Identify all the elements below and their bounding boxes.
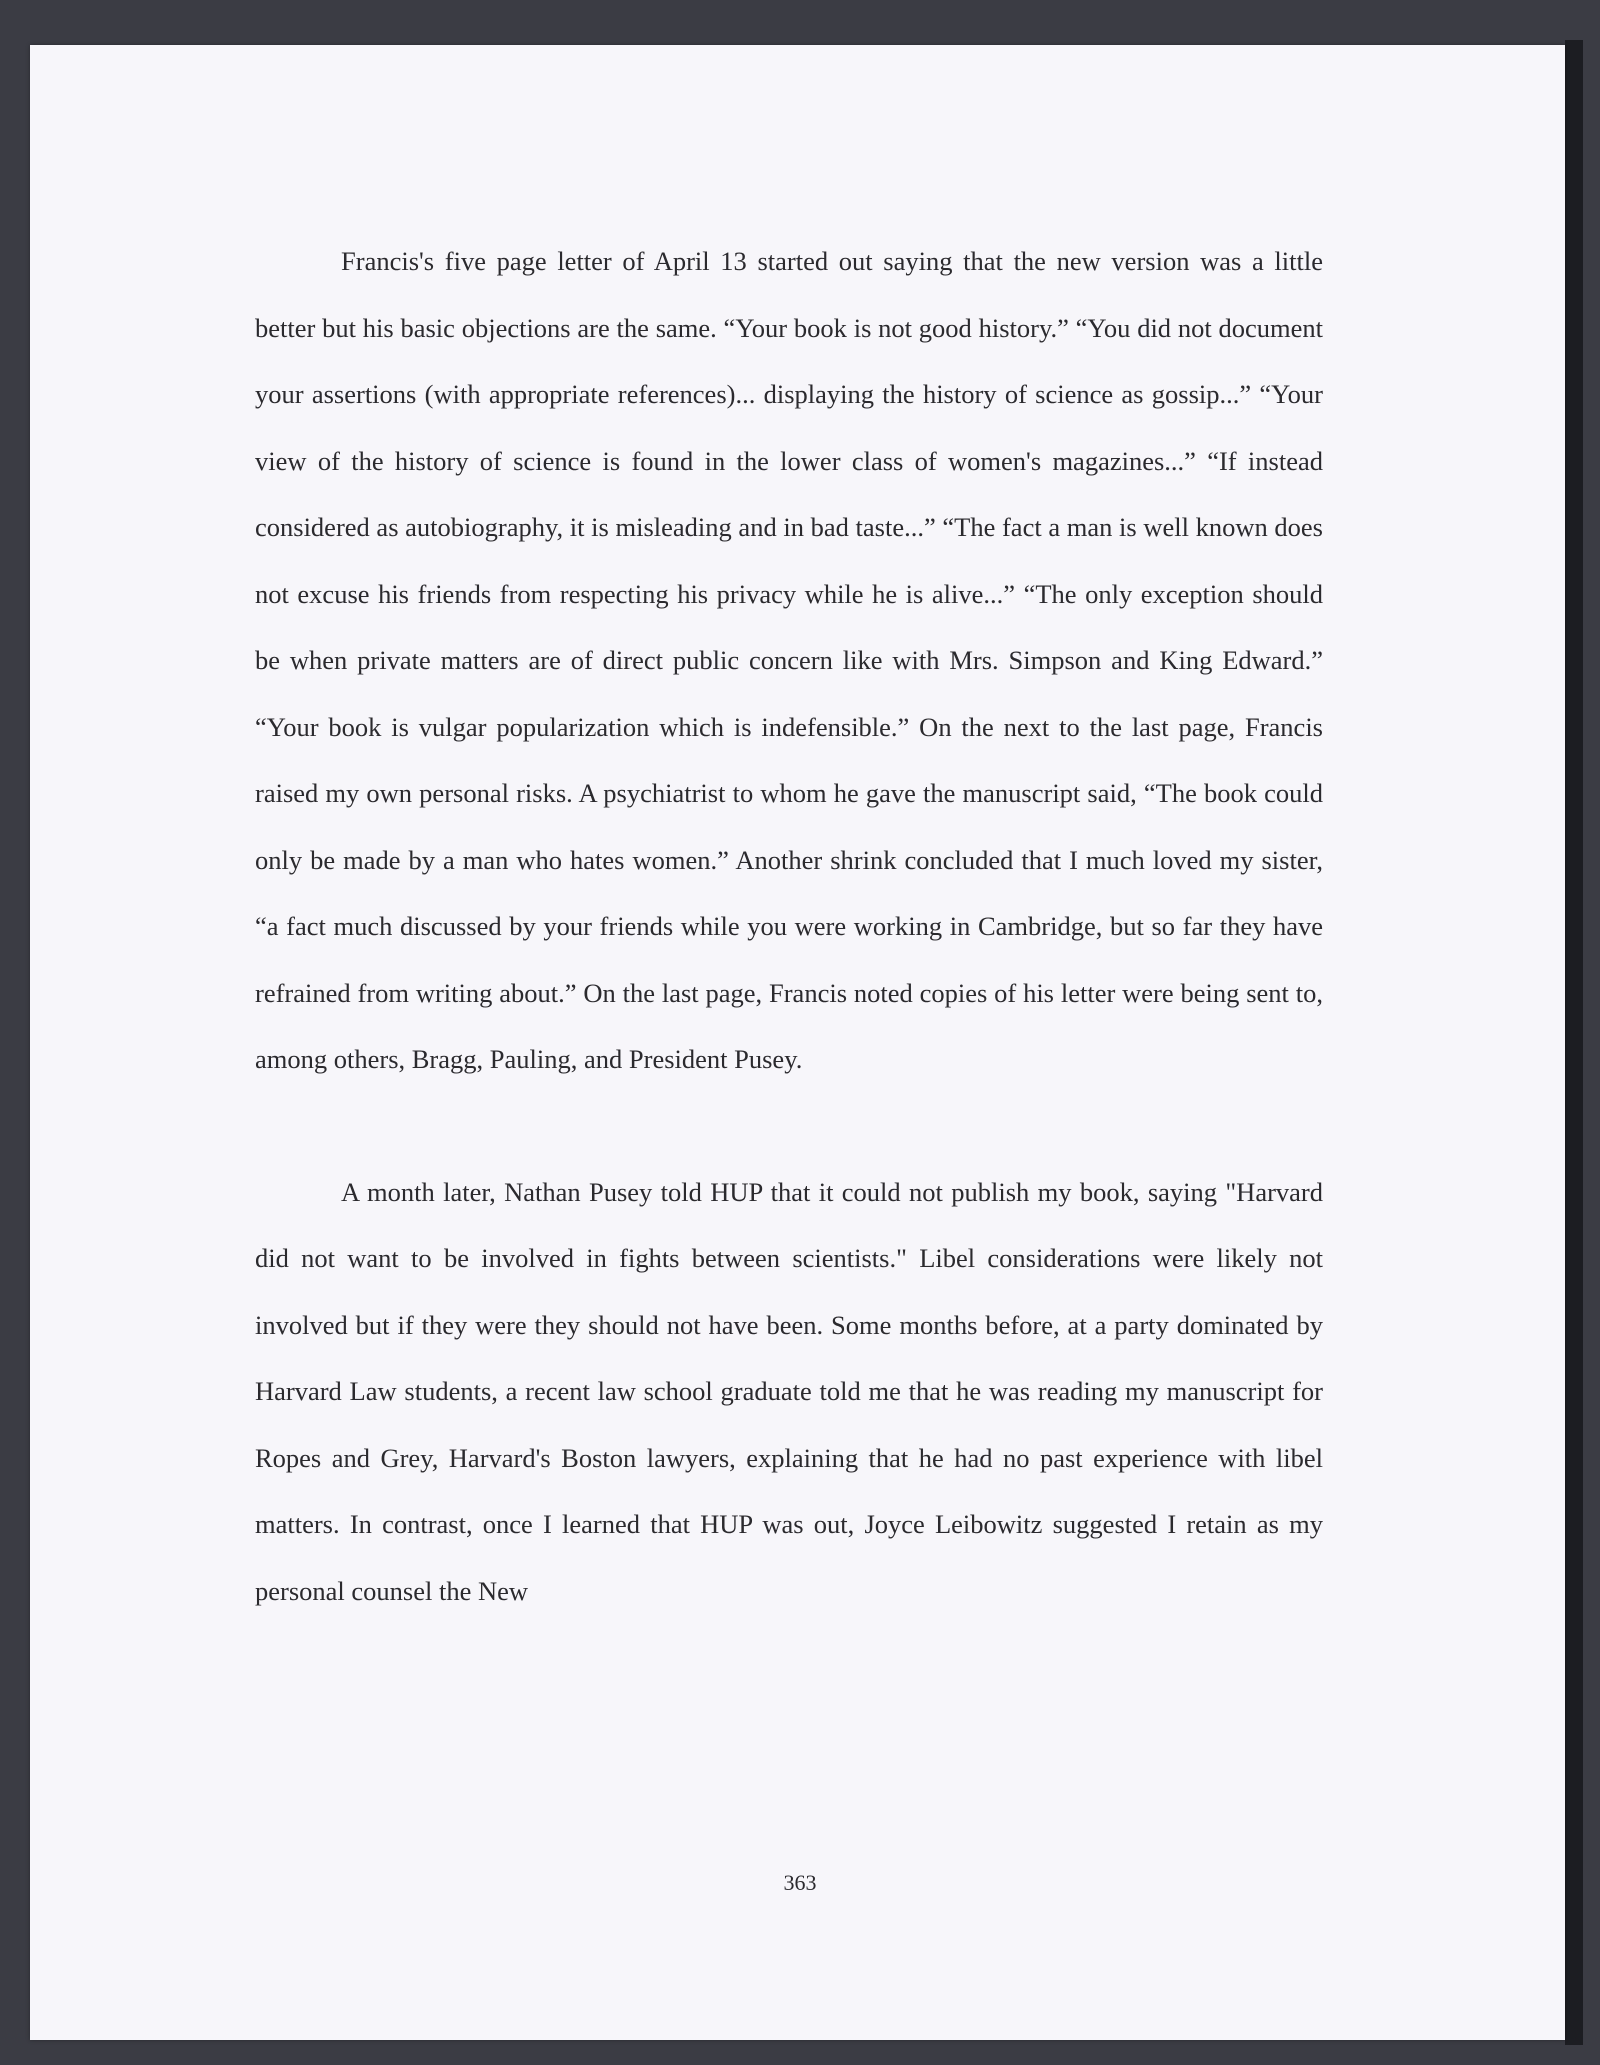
adjacent-page-edge <box>1565 40 1583 2045</box>
paragraph-1: Francis's five page letter of April 13 started out saying that the new version was a little better but his basic objections are the same. “Your book is not good history.” “You did not document your assertions (with appropriate references)... displaying the history of science as gossip...” “Your view of the history of science is found in the lower class of women's magazines...” “If instead considered as autobiography, it is misleading and in bad taste...” “The fact a man is well known does not excuse his friends from respecting his privacy while he is alive...” “The only exception should be when private matters are of direct public concern like with Mrs. Simpson and King Edward.” “Your book is vulgar popularization which is indefensible.” On the next to the last page, Francis raised my own personal risks. A psychiatrist to whom he gave the manuscript said, “The book could only be made by a man who hates women.” Another shrink concluded that I much loved my sister, “a fact much discussed by your friends while you were working in Cambridge, but so far they have refrained from writing about.” On the last page, Francis noted copies of his letter were being sent to, among others, Bragg, Pauling, and President Pusey. <box>255 246 1323 1074</box>
page-number: 363 <box>783 1870 817 1895</box>
page-body <box>255 228 1323 1624</box>
paragraph-2: A month later, Nathan Pusey told HUP that it could not publish my book, saying "Harvard did not want to be involved in fights between scientists." Libel considerations were likely not involved but if they were they should not have been. Some months before, at a party dominated by Harvard Law students, a recent law school graduate told me that he was reading my manuscript for Ropes and Grey, Harvard's Boston lawyers, explaining that he had no past experience with libel matters. In contrast, once I learned that HUP was out, Joyce Leibowitz suggested I retain as my personal counsel the New <box>255 1176 1323 1606</box>
